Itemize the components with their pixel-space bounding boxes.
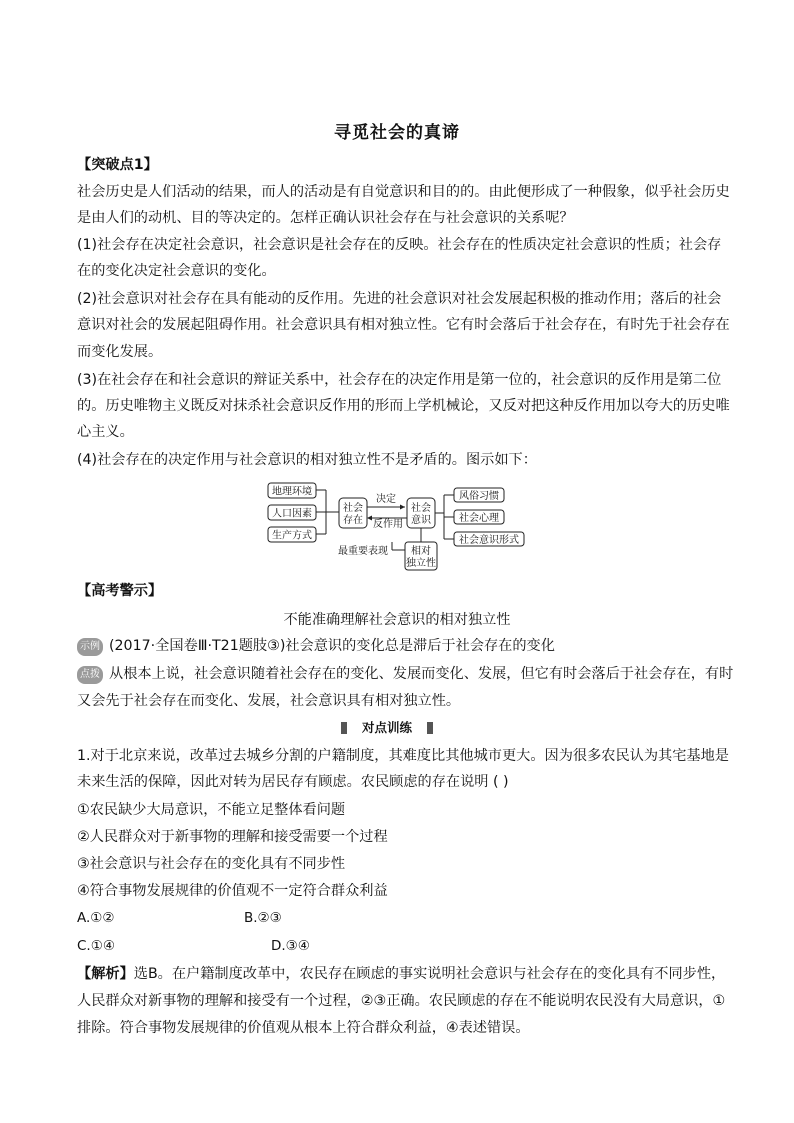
- diagram-label: 社会: [411, 503, 431, 514]
- diagram-label: 社会心理: [459, 513, 499, 524]
- question-line: 未来生活的保障，因此对转为居民存有顾虑。农民顾虑的存在说明 ( ): [77, 774, 509, 790]
- section-header-breakthrough: 【突破点1】: [77, 157, 158, 173]
- diagram-label: 独立性: [406, 558, 436, 569]
- option-b: B.②③: [244, 910, 282, 926]
- diagram-label: 风俗习惯: [459, 491, 499, 502]
- diagram-label: 反作用: [373, 519, 403, 530]
- example-badge: 示例: [77, 638, 103, 656]
- diagram-label: 生产方式: [272, 530, 312, 542]
- diagram-label: 社会意识形式: [459, 535, 519, 546]
- diagram-label: 意识: [411, 515, 431, 526]
- paragraph-line: 的。历史唯物主义既反对抹杀社会意识反作用的形而上学机械论，又反对把这种反作用加以夸大的历史唯: [77, 398, 730, 414]
- diagram-label: 地理环境: [272, 486, 312, 498]
- warning-title: 不能准确理解社会意识的相对独立性: [283, 612, 511, 628]
- diagram-label: 人口因素: [272, 508, 312, 520]
- diagram-label: 决定: [376, 494, 396, 505]
- example-text: (2017·全国卷Ⅲ·T21题肢③)社会意识的变化总是滞后于社会存在的变化: [109, 638, 555, 654]
- paragraph-line: 而变化发展。: [77, 344, 163, 360]
- answer-text: 选B。在户籍制度改革中，农民存在顾虑的事实说明社会意识与社会存在的变化具有不同步性，: [133, 966, 726, 982]
- option-c: C.①④: [77, 938, 115, 954]
- question-statement: ②人民群众对于新事物的理解和接受需要一个过程: [77, 829, 388, 845]
- paragraph-line: 是由人们的动机、目的等决定的。怎样正确认识社会存在与社会意识的关系呢？: [77, 210, 574, 226]
- comment-text: 从根本上说，社会意识随着社会存在的变化、发展而变化、发展，但它有时会落后于社会存在，有时: [109, 666, 734, 682]
- question-statement: ①农民缺少大局意识，不能立足整体看问题: [77, 802, 346, 818]
- paragraph-line: 在的变化决定社会意识的变化。: [77, 263, 276, 279]
- answer-line: 排除。符合事物发展规律的价值观从根本上符合群众利益，④表述错误。: [77, 1020, 530, 1036]
- paragraph-line: (4)社会存在的决定作用与社会意识的相对独立性不是矛盾的。图示如下：: [77, 452, 537, 468]
- option-d: D.③④: [271, 938, 310, 954]
- answer-label: 【解析】: [77, 966, 134, 982]
- relationship-diagram: [266, 480, 530, 572]
- option-a: A.①②: [77, 910, 115, 926]
- question-statement: ④符合事物发展规律的价值观不一定符合群众利益: [77, 883, 388, 899]
- answer-line: [77, 965, 725, 983]
- question-line: 1.对于北京来说，改革过去城乡分割的户籍制度，其难度比其他城市更大。因为很多农民认为其宅基地是: [77, 748, 729, 764]
- diagram-label: 存在: [343, 515, 363, 526]
- comment-badge: 点拨: [77, 666, 103, 684]
- page-title: 寻觅社会的真谛: [334, 123, 460, 143]
- paragraph-line: (1)社会存在决定社会意识，社会意识是社会存在的反映。社会存在的性质决定社会意识的性质；社会存: [77, 237, 722, 253]
- paragraph-line: (2)社会意识对社会存在具有能动的反作用。先进的社会意识对社会发展起积极的推动作用；落后的社会: [77, 291, 722, 307]
- paragraph-line: 心主义。: [77, 424, 134, 440]
- example-line: [77, 637, 555, 656]
- section-header-warning: 【高考警示】: [77, 583, 163, 599]
- question-statement: ③社会意识与社会存在的变化具有不同步性: [77, 856, 346, 872]
- paragraph-line: 又会先于社会存在而变化、发展，社会意识具有相对独立性。: [77, 693, 461, 709]
- diagram-label: 相对: [411, 546, 431, 557]
- paragraph-line: (3)在社会存在和社会意识的辩证关系中，社会存在的决定作用是第一位的，社会意识的反作用是第二位: [77, 372, 722, 388]
- right-bar-mark: [427, 722, 433, 734]
- comment-line: [77, 665, 733, 684]
- diagram-label: 最重要表现: [338, 546, 388, 557]
- drill-section-label: 对点训练: [341, 720, 433, 736]
- paragraph-line: 意识对社会的发展起阻碍作用。社会意识具有相对独立性。它有时会落后于社会存在，有时先于社会存在: [77, 317, 730, 333]
- answer-line: 人民群众对新事物的理解和接受有一个过程，②③正确。农民顾虑的存在不能说明农民没有大局意识，①: [77, 993, 726, 1009]
- paragraph-line: 社会历史是人们活动的结果，而人的活动是有自觉意识和目的的。由此便形成了一种假象，似乎社会历史: [77, 184, 730, 200]
- diagram-label: 社会: [343, 503, 363, 514]
- left-bar-mark: [341, 722, 347, 734]
